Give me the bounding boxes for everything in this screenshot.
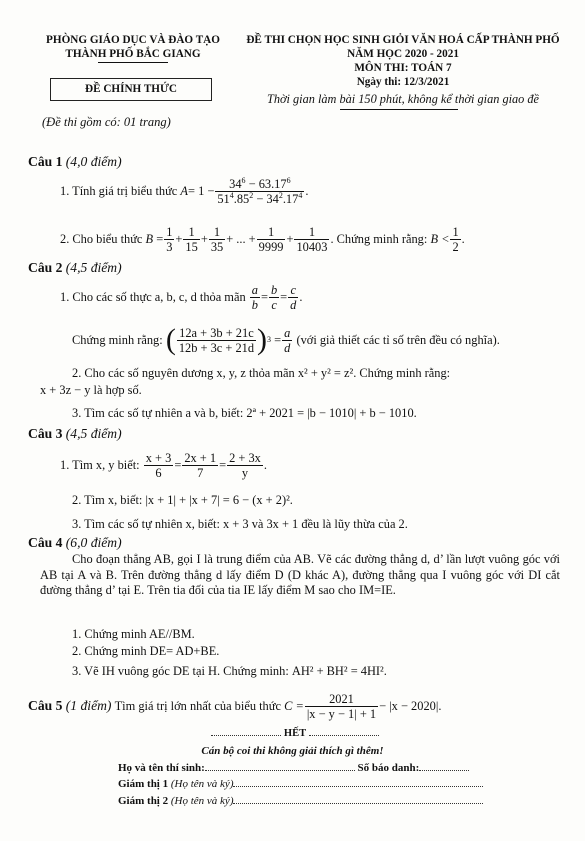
q1-b-frac-4: $\frac{1}{9999}$ (258, 224, 284, 254)
q4-heading: Câu 4 (6,0 điểm) (28, 535, 122, 550)
q1-heading: Câu 1 (4,0 điểm) (28, 154, 122, 169)
q1-b-frac-2: $\frac{1}{15}$ (185, 224, 198, 254)
q4-part3: 3. Vẽ IH vuông góc DE tại H. Chứng minh: AH² + BH² = 4HI². (72, 664, 387, 678)
q3-part3: 3. Tìm các số tự nhiên x, biết: x + 3 và 3x + 1 đều là lũy thừa của 2. (72, 517, 408, 531)
city-name: THÀNH PHỐ BẮC GIANG (65, 48, 201, 60)
q5-heading: Câu 5 (1 điểm) (28, 698, 112, 713)
exam-date: Ngày thi: 12/3/2021 (356, 76, 450, 88)
q2-heading: Câu 2 (4,5 điểm) (28, 260, 122, 275)
q2-part3: 3. Tìm các số tự nhiên a và b, biết: 2ª + 2021 = |b − 1010| + b − 1010. (72, 406, 417, 420)
q1-b-frac-3: $\frac{1}{35}$ (210, 224, 224, 254)
q4-body: Cho đoạn thẳng AB, gọi I là trung điểm của AB. Vẽ các đường thẳng d, d’ lần lượt vuông góc với AB tại A và B. Trên đường thẳng d lấy điểm D (D khác A), đường thẳng qua I vuông góc với DI cắt đường thẳng d’ tại E. Trên tia đối của tia IE lấy điểm M sao cho IM=IE. (40, 552, 560, 597)
candidate-name-row: Họ và tên thí sinh: Số báo danh: (118, 762, 469, 774)
q2-part2-cont: x + 3z − y là hợp số. (40, 383, 142, 397)
q3-frac-2: $\frac{2x + 1}{7}$ (184, 450, 217, 480)
q3-frac-1: $\frac{x + 3}{6}$ (145, 450, 172, 480)
q4-part1: 1. Chứng minh AE//BM. (72, 627, 195, 641)
q4-part2: 2. Chứng minh DE= AD+BE. (72, 644, 220, 658)
school-year: NĂM HỌC 2020 - 2021 (347, 48, 459, 60)
q1-b-frac-1: $\frac{1}{3}$ (166, 224, 173, 254)
page-count: (Đề thi gồm có: 01 trang) (42, 115, 171, 129)
q3-part1: 1. Tìm x, y biết: $\frac{x + 3}{6}$ = $\frac{2x + 1}{7}$ = $\frac{2 + 3x}{y}$ . (60, 450, 267, 480)
exam-duration: Thời gian làm bài 150 phút, không kể thời gian giao đề (266, 92, 540, 106)
proctor-note: Cán bộ coi thi không giải thích gì thêm! (201, 745, 384, 757)
q2-frac-ab: $\frac{a}{b}$ (251, 282, 258, 312)
header-underline-right (340, 109, 458, 110)
q1-b-frac-5: $\frac{1}{10403}$ (296, 224, 328, 254)
official-exam-box: ĐỀ CHÍNH THỨC (50, 78, 212, 101)
end-marker: HẾT (185, 728, 405, 739)
exam-title: ĐỀ THI CHỌN HỌC SINH GIỎI VĂN HOÁ CẤP THÀNH PHỐ (246, 34, 560, 46)
q5: Câu 5 (1 điểm) Tìm giá trị lớn nhất của biểu thức C = $\frac{2021}{|x - y - 1| + 1}$ − |x − 2020|. (28, 691, 442, 721)
q2-part1: 1. Cho các số thực a, b, c, d thỏa mãn $\frac{a}{b}$ = $\frac{b}{c}$ = $\frac{c}{d}$ . (60, 282, 303, 312)
q2-prove: Chứng minh rằng: ( $\frac{12a + 3b + 21c}{12b + 3c + 21d}$ ) 3 = $\frac{a}{d}$ (với giả thiết các tỉ số trên đều có nghĩa). (72, 323, 500, 356)
q2-big-frac: $\frac{12a + 3b + 21c}{12b + 3c + 21d}$ (178, 325, 255, 355)
q1-part1: 1. Tính giá trị biểu thức A = 1 − $\frac{34^6 - 63.17^6}{51^4.85^2 - 34^2.17^4}$ . (60, 175, 309, 206)
q3-frac-3: $\frac{2 + 3x}{y}$ (229, 450, 261, 480)
q2-frac-bc: $\frac{b}{c}$ (270, 282, 278, 312)
q2-frac-ad: $\frac{a}{d}$ (284, 325, 291, 355)
q1-fraction-a: $\frac{34^6 - 63.17^6}{51^4.85^2 - 34^2.17^4}$ (217, 175, 303, 206)
q1-half: $\frac{1}{2}$ (452, 224, 459, 254)
q2-frac-cd: $\frac{c}{d}$ (290, 282, 297, 312)
proctor2-row: Giám thị 2 (Họ tên và ký) (118, 795, 483, 807)
subject: MÔN THI: TOÁN 7 (354, 62, 452, 74)
proctor1-row: Giám thị 1 (Họ tên và ký) (118, 778, 483, 790)
q2-part2: 2. Cho các số nguyên dương x, y, z thỏa mãn x² + y² = z². Chứng minh rằng: (72, 366, 451, 380)
q3-heading: Câu 3 (4,5 điểm) (28, 426, 122, 441)
q5-frac: $\frac{2021}{|x - y - 1| + 1}$ (306, 691, 377, 721)
q1-part2: 2. Cho biểu thức B = $\frac{1}{3}$ + $\frac{1}{15}$ + $\frac{1}{35}$ + ... + $\frac{1}{9999}$ + $\frac{1}{10403}$ . Chứng minh rằng: B < $\frac{1}{2}$ . (60, 224, 465, 254)
q3-part2: 2. Tìm x, biết: |x + 1| + |x + 7| = 6 − (x + 2)². (72, 493, 293, 507)
header-underline-left (98, 62, 168, 63)
dept-name: PHÒNG GIÁO DỤC VÀ ĐÀO TẠO (46, 34, 220, 46)
